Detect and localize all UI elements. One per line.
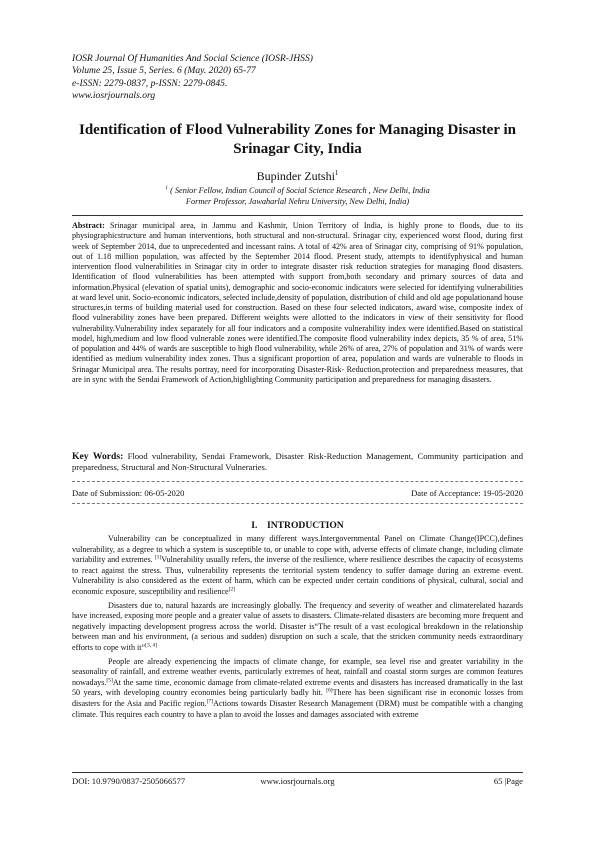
paragraph-3: People are already experiencing the impacts of climate change, for example, sea level rise and greater variability in the seasonality of rainfall, and extreme weather events, particularly extremes of heat, rainfall and coastal storm surges are common features nowadays.[5]At the same time, economic damage from climate-related extreme events and disasters has increased dramatically in the last 50 years, with developing country economies being particularly badly hit. [6]There has been significant rise in economic losses from disasters for the Asia and Pacific region.[7]Actions towards Disaster Research Management (DRM) must be compatible with a changing climate. This requires each country to have a plan to avoid the losses and damages associated with extreme [72,656,523,719]
author-name: Bupinder Zutshi [256,169,335,183]
affiliation-superscript: 1 [165,185,168,191]
citation: [5] [106,677,113,684]
abstract [72,221,523,385]
doi: DOI: 10.9790/0837-2505066577 [72,776,186,786]
page-number: 65 |Page [493,776,523,786]
keywords-text: Flood vulnerability, Sendai Framework, Disaster Risk-Reduction Management, Community participation and preparedness, Structural and Non-Structural Vulneraries. [72,451,523,472]
affiliation-line-1: $^1$ ( Senior Fellow, Indian Council of Social Science Research , New Delhi, India [165,185,430,195]
journal-name: IOSR Journal Of Humanities And Social Science (IOSR-JHSS) [72,53,313,64]
citation: [2] [228,586,236,593]
paragraph-2: Disasters due to, natural hazards are increasingly globally. The frequency and severity of weather and climaterelated hazards have increased, exposing more people and a greater value of assets to disasters. Climate-related disasters are becoming more frequent and negatively impacting development progress across the world. Disaster is“The result of a vast ecological breakdown in the relationship between man and his environment, (a serious and sudden) disruption on such a scale, that the stricken community needs extraordinary efforts to cope with it”[3, 4] [72,600,523,652]
journal-website: www.iosrjournals.org [72,90,156,102]
divider-top [72,215,523,216]
divider-dashed-1 [72,481,523,482]
body-text [72,534,523,720]
affiliation [72,183,523,208]
keywords [72,451,523,473]
acceptance-date: Date of Acceptance: 19-05-2020 [411,488,523,498]
journal-header [72,53,522,103]
journal-issn: e-ISSN: 2279-0837, p-ISSN: 2279-0845. [72,77,228,89]
paragraph-1: Vulnerability can be conceptualized in many different ways.Intergovernmental Panel on Climate Change(IPCC),defines vulnerability, as a degree to which a system is susceptible to, or unable to cope with, adverse effects of climate change, including climate variability and extremes. [1]Vulnerability usually refers, the inverse of the resilience, where resilience describes the capacity of ecosystems to react against the stress. Thus, vulnerability represents the territorial system tendency to suffer damage during an extreme event. Vulnerability is also considered as the extent of harm, which can be expected under certain conditions of physical, cultural, social and economic exposure, susceptibility and resilience[2] [72,534,523,596]
paper-title: Identification of Flood Vulnerability Zones for Managing Disaster in Srinagar City, India [79,122,516,157]
citation: [6] [326,687,333,694]
abstract-label: Abstract: [72,221,105,230]
author-line [72,166,523,183]
divider-footer [72,772,523,773]
divider-dashed-2 [72,503,523,504]
keywords-label: Key Words: [72,451,124,462]
journal-volume: Volume 25, Issue 5, Series. 6 (May. 2020) 65-77 [72,65,256,77]
submission-date: Date of Submission: 06-05-2020 [72,488,185,498]
citation: [1] [154,554,162,561]
footer-website: www.iosrjournals.org [260,776,335,786]
author-superscript: 1 [334,169,339,177]
citation: [7] [206,698,214,705]
section-heading: I. INTRODUCTION [251,520,344,531]
affiliation-line-2: Former Professor, Jawaharlal Nehru University, New Delhi, India) [185,197,410,207]
citation: [3, 4] [145,642,158,649]
abstract-text: Srinagar municipal area, in Jammu and Kashmir, Union Territory of India, is highly prone to floods, due to its physiographicstructure and human interventions, both structural and non-structural. Srinagar city, experienced worst flood, during first week of September 2014, due to unprecedented and incessant rains. A total of 42% area of Srinagar city, comprising of 91% population, out of 1.18 million population, was affected by the September 2014 flood. Present study, attempts to identifyphysical and human intervention flood vulnerabilities in Srinagar city in order to integrate disaster risk reduction strategies for managing flood disasters. Identification of flood vulnerabilities has been attempted with support from,both secondary and primary sources of data and information.Physical (elevation of spatial units), demographic and socio-economic indicators were selected for identifying vulnerabilities at ward level unit. Socio-economic indicators, selected include,density of population, distribution of child and old age populationand house structures,in terms of building material used for construction. Based on these four selected indicators, award wise, composite index of flood vulnerability zones have been prepared. Different weights were allotted to the indicators in view of their sensitivity for flood vulnerability.Vulnerability index separately for all four indicators and a composite vulnerability index were identified.Based on statistical model, high,medium and low flood vulnerable zones were identified.The composite flood vulnerability index depicts, 35 % of area, 51% of population and 44% of wards are susceptible to high flood vulnerability, while 26% of area, 27% of population and 31% of wards were identified as medium vulnerability index zones. Thus a significant proportion of area, population and wards are vulnerable to floods in Srinagar Municipal area. The results portray, need for incorporating Disaster-Risk- Reduction,protection and preparedness measures, that are in sync with the Sendai Framework of Action,highlighting Community participation and preparedness for managing disasters. [72,221,523,384]
